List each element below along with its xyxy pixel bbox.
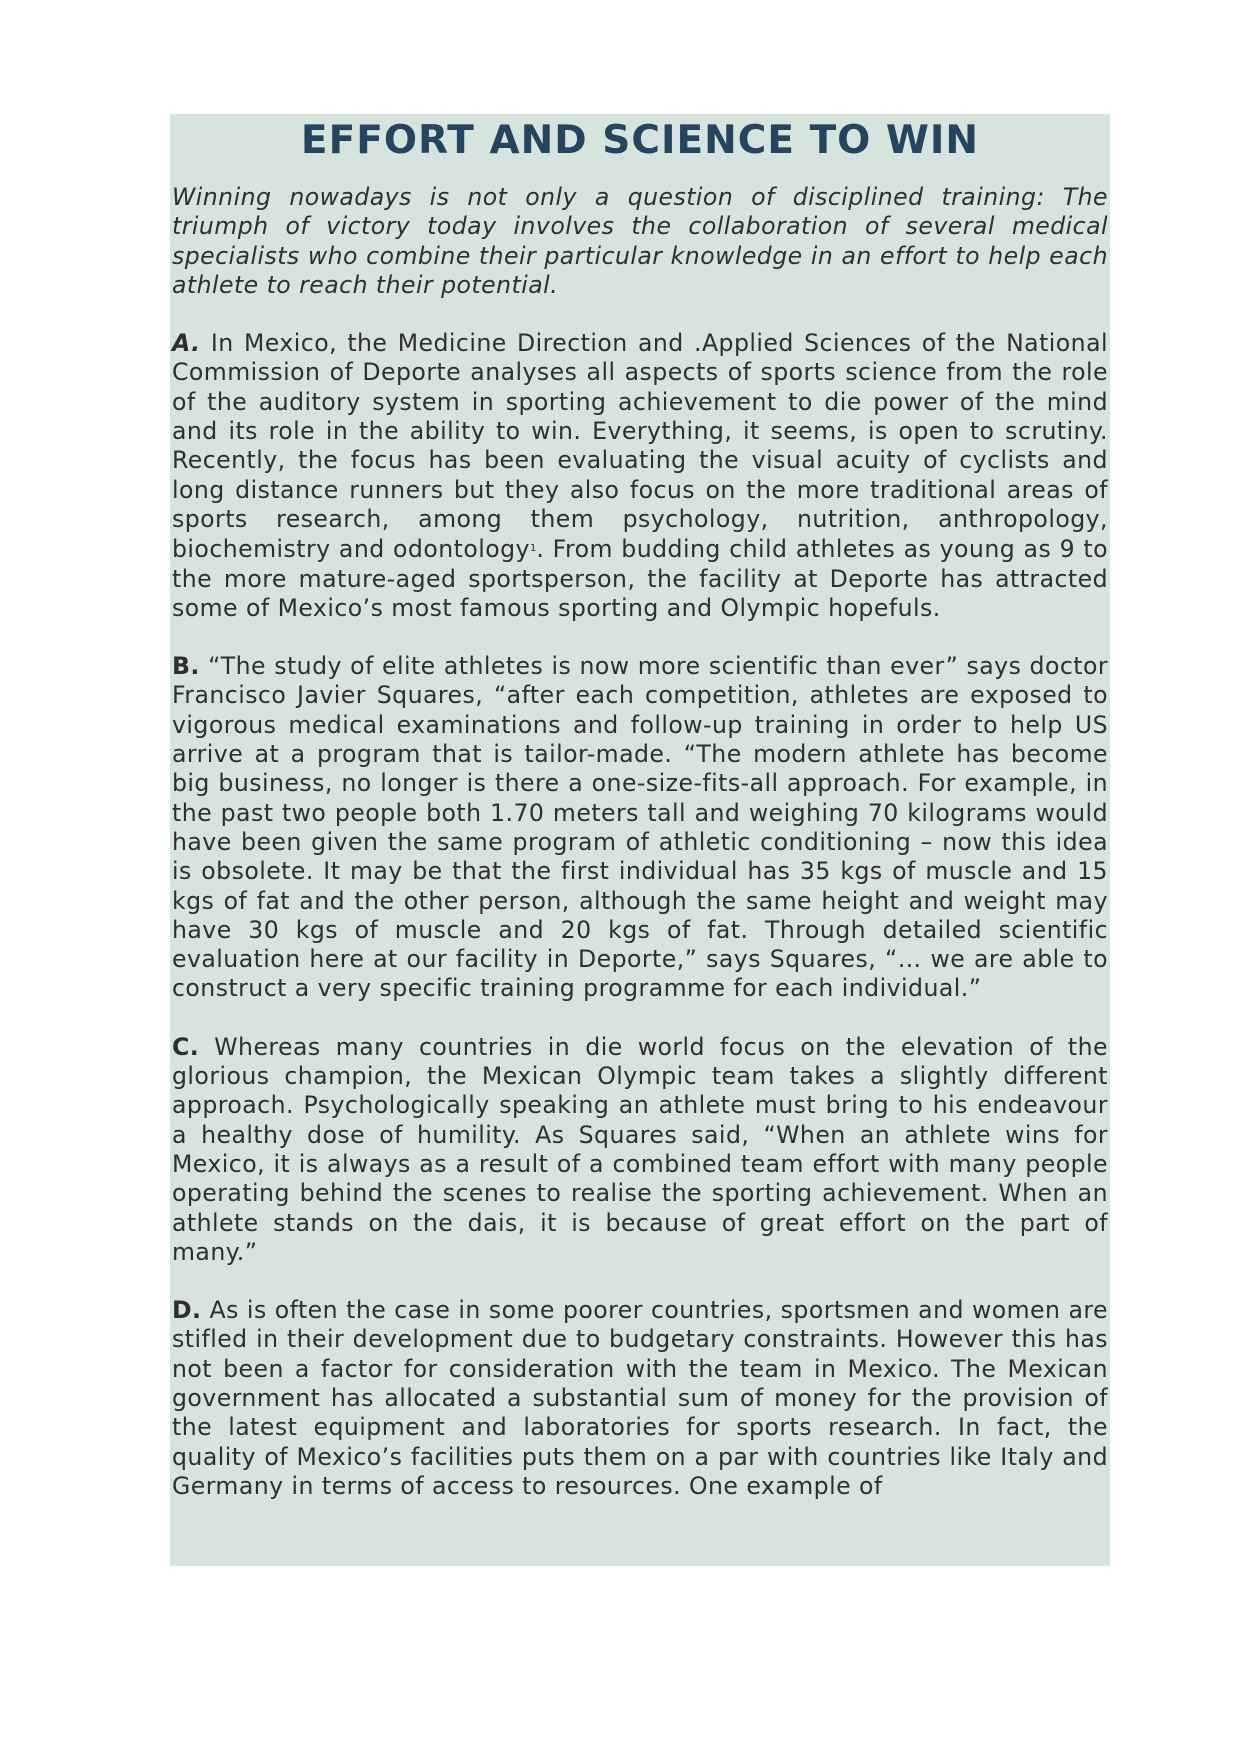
paragraph-a [172, 329, 1108, 623]
article-body [170, 183, 1110, 1501]
article-title: EFFORT AND SCIENCE TO WIN [300, 118, 980, 163]
article-block [170, 114, 1110, 1566]
paragraph-c [172, 1033, 1108, 1267]
paragraph-label-d: D. [172, 1296, 202, 1325]
paragraph-text-d: As is often the case in some poorer countries, sportsmen and women are stifled in their development due to budgetary constraints. However this has not been a factor for consideration with the team in Mexico. The Mexican government has allocated a substantial sum of money for the provision of the latest equipment and laboratories for sports research. In fact, the quality of Mexico’s facilities puts them on a par with countries like Italy and Germany in terms of access to resources. One example of [172, 1296, 1109, 1500]
intro-paragraph: Winning nowadays is not only a question of disciplined training: The triumph of victory today involves the collaboration of several medical specialists who combine their particular knowledge in an effort to help each athlete to reach their potential. [172, 183, 1108, 299]
paragraph-b [172, 652, 1108, 1004]
paragraph-label-c: C. [172, 1032, 200, 1061]
paragraph-d [172, 1296, 1108, 1501]
paragraph-text-c: Whereas many countries in die world focus on the elevation of the glorious champion, the Mexican Olympic team takes a slightly different approach. Psychologically speaking an athlete must bring to his endeavour a healthy dose of humility. As Squares said, “When an athlete wins for Mexico, it is always as a result of a combined team effort with many people operating behind the scenes to realise the sporting achievement. When an athlete stands on the dais, it is because of great effort on the part of many.” [172, 1032, 1108, 1266]
paragraph-text-b: “The study of elite athletes is now more scientific than ever” says doctor Francisco Javier Squares, “after each competition, athletes are exposed to vigorous medical examinations and follow-up training in order to help US arrive at a program that is tailor-made. “The modern athlete has become big business, no longer is there a one-size-fits-all approach. For example, in the past two people both 1.70 meters tall and weighing 70 kilograms would have been given the same program of athletic conditioning – now this idea is obsolete. It may be that the first individual has 35 kgs of muscle and 15 kgs of fat and the other person, although the same height and weight may have 30 kgs of muscle and 20 kgs of fat. Through detailed scientific evaluation here at our facility in Deporte,” says Squares, “… we are able to construct a very specific training programme for each individual.” [172, 652, 1109, 1003]
paragraph-text-a: In Mexico, the Medicine Direction and .Applied Sciences of the National Commission of Deporte analyses all aspects of sports science from the role of the auditory system in sporting achievement to die power of the mind and its role in the ability to win. Everything, it seems, is open to scrutiny. Recently, the focus has been evaluating the visual acuity of cyclists and long distance runners but they also focus on the more traditional areas of sports research, among them psychology, nutrition, anthropology, biochemistry and odontology [172, 329, 1109, 564]
footnote-marker: 1 [529, 543, 537, 555]
paragraph-text-a-continued: . From budding child athletes as young as 9 to the more mature-aged sportsperson, the facility at Deporte has attracted some of Mexico’s most famous sporting and Olympic hopefuls. [172, 535, 1108, 622]
paragraph-label-b: B. [172, 652, 200, 681]
paragraph-label-a: A. [172, 329, 201, 358]
